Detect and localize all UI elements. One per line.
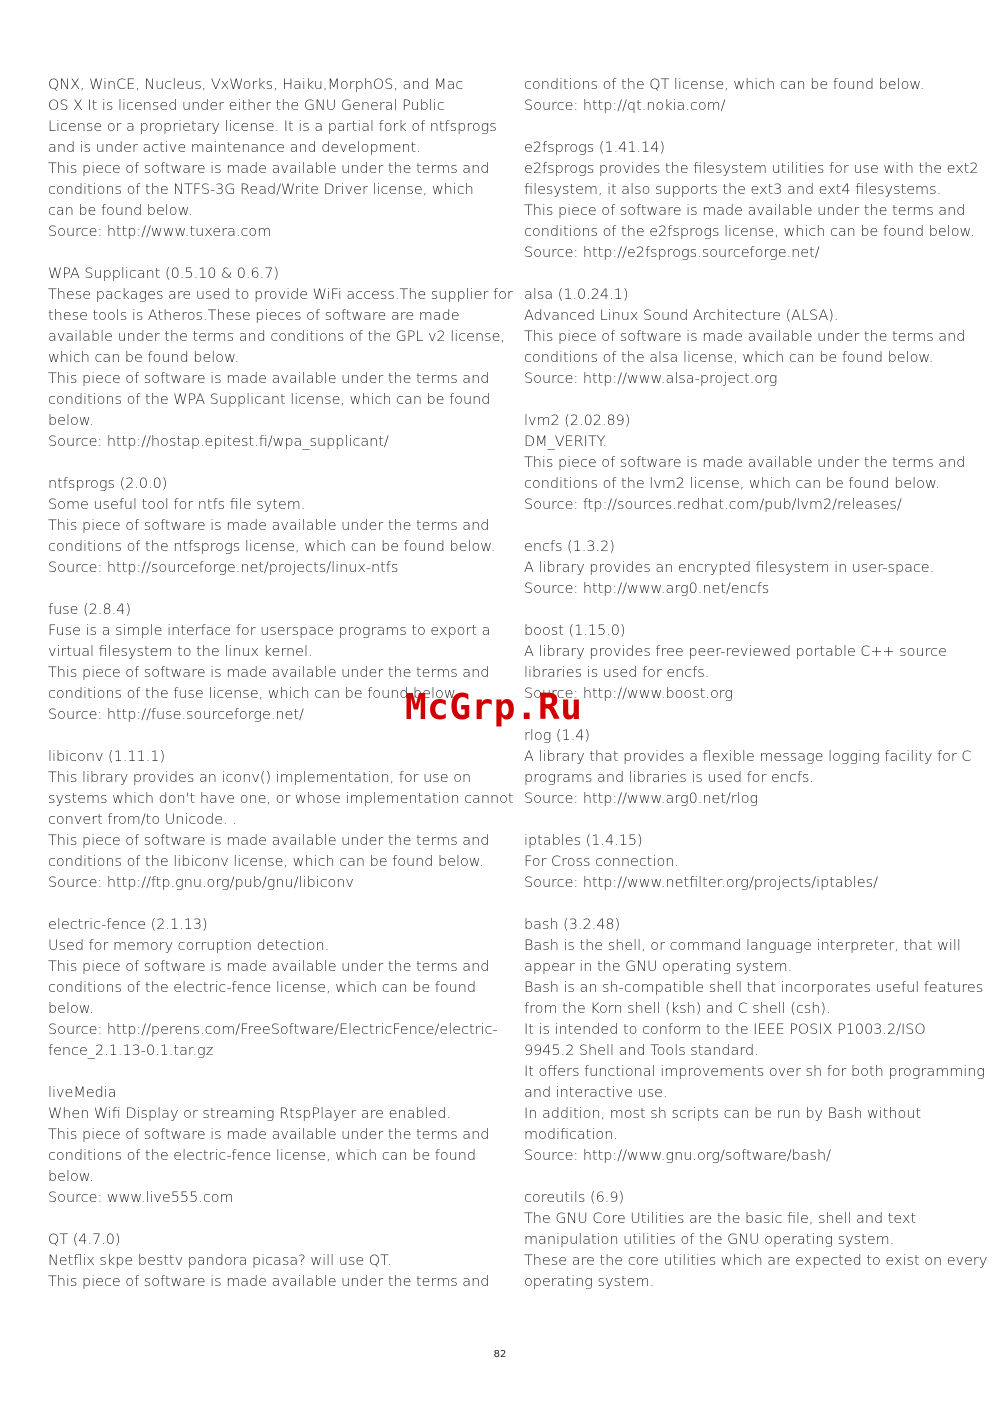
entry-line: conditions of the lvm2 license, which can be found below.: [524, 476, 941, 492]
entry-line: which can be found below.: [48, 350, 240, 366]
entry-line: conditions of the NTFS-3G Read/Write Driver license, which: [48, 182, 474, 198]
entry-line: Source: ftp://sources.redhat.com/pub/lvm2/releases/: [524, 497, 902, 513]
entry-line: Source: http://perens.com/FreeSoftware/ElectricFence/electric-: [48, 1022, 498, 1038]
entry-line: can be found below.: [48, 203, 193, 219]
entry-line: OS X It is licensed under either the GNU General Public: [48, 98, 445, 114]
entry-line: Used for memory corruption detection.: [48, 938, 330, 954]
entry-line: Netflix skpe besttv pandora picasa? will use QT.: [48, 1253, 392, 1269]
entry-line: This library provides an iconv() implementation, for use on: [48, 770, 472, 786]
entry-line-first: boost (1.15.0): [524, 623, 626, 639]
entry-line-first: rlog (1.4): [524, 728, 591, 744]
entry-line: This piece of software is made available under the terms and: [48, 665, 490, 681]
entry-line: 9945.2 Shell and Tools standard.: [524, 1043, 759, 1059]
entry-line-first: alsa (1.0.24.1): [524, 287, 629, 303]
entry-line: Source: http://e2fsprogs.sourceforge.net/: [524, 245, 820, 261]
entry-line: fence_2.1.13-0.1.tar.gz: [48, 1043, 214, 1059]
entry-line-first: conditions of the QT license, which can be found below.: [524, 77, 925, 93]
entry-line-first: encfs (1.3.2): [524, 539, 615, 555]
entry-line: Source: http://www.boost.org: [524, 686, 734, 702]
license-entry: [48, 1083, 488, 1209]
entry-line: This piece of software is made available under the terms and: [48, 1274, 490, 1290]
entry-line-first: libiconv (1.11.1): [48, 749, 166, 765]
entry-line-first: coreutils (6.9): [524, 1190, 625, 1206]
entry-line: conditions of the ntfsprogs license, which can be found below.: [48, 539, 496, 555]
entry-line: A library that provides a flexible message logging facility for C: [524, 749, 972, 765]
entry-line: appear in the GNU operating system.: [524, 959, 793, 975]
entry-line: convert from/to Unicode. .: [48, 812, 237, 828]
entry-line-first: e2fsprogs (1.41.14): [524, 140, 665, 156]
entry-line-first: iptables (1.4.15): [524, 833, 643, 849]
entry-line: Source: http://fuse.sourceforge.net/: [48, 707, 304, 723]
entry-line: Source: http://www.tuxera.com: [48, 224, 272, 240]
entry-line: This piece of software is made available under the terms and: [48, 833, 490, 849]
entry-line-first: bash (3.2.48): [524, 917, 621, 933]
license-entry: [48, 75, 497, 243]
entry-line: When Wifi Display or streaming RtspPlayer are enabled.: [48, 1106, 452, 1122]
entry-line: Source: http://ftp.gnu.org/pub/gnu/libiconv: [48, 875, 354, 891]
entry-line-first: electric-fence (2.1.13): [48, 917, 208, 933]
entry-line: License or a proprietary license. It is a partial fork of ntfsprogs: [48, 119, 497, 135]
entry-line: below.: [48, 1169, 94, 1185]
license-entry: [524, 726, 972, 810]
entry-line: Source: www.live555.com: [48, 1190, 234, 1206]
entry-line: e2fsprogs provides the filesystem utilities for use with the ext2: [524, 161, 979, 177]
license-entry: [524, 537, 964, 600]
entry-line: and interactive use.: [524, 1085, 668, 1101]
entry-line: For Cross connection.: [524, 854, 679, 870]
entry-line: conditions of the fuse license, which can be found below.: [48, 686, 459, 702]
entry-line: This piece of software is made available under the terms and: [524, 329, 966, 345]
entry-line-first: WPA Supplicant (0.5.10 & 0.6.7): [48, 266, 279, 282]
license-entry: [48, 474, 496, 579]
entry-line: from the Korn shell (ksh) and C shell (csh).: [524, 1001, 831, 1017]
right-column: [524, 75, 988, 1314]
entry-line: filesystem, it also supports the ext3 and ext4 filesystems.: [524, 182, 942, 198]
entry-line: libraries is used for encfs.: [524, 665, 710, 681]
entry-line: Source: http://www.netfilter.org/projects/iptables/: [524, 875, 879, 891]
entry-line: A library provides free peer-reviewed portable C++ source: [524, 644, 947, 660]
entry-line: Bash is an sh-compatible shell that incorporates useful features: [524, 980, 984, 996]
entry-line: these tools is Atheros.These pieces of software are made: [48, 308, 460, 324]
entry-line: available under the terms and conditions of the GPL v2 license,: [48, 329, 506, 345]
entry-line-first: liveMedia: [48, 1085, 117, 1101]
entry-line: Source: http://sourceforge.net/projects/linux-ntfs: [48, 560, 399, 576]
entry-line: Source: http://www.alsa-project.org: [524, 371, 778, 387]
license-entry: [48, 264, 513, 453]
entry-line: below.: [48, 1001, 94, 1017]
entry-line: modification.: [524, 1127, 618, 1143]
entry-line: This piece of software is made available under the terms and: [48, 161, 490, 177]
entry-line: conditions of the WPA Supplicant license, which can be found: [48, 392, 491, 408]
entry-line: Source: http://qt.nokia.com/: [524, 98, 726, 114]
entry-line: Some useful tool for ntfs file sytem.: [48, 497, 306, 513]
entry-line: Source: http://www.gnu.org/software/bash/: [524, 1148, 831, 1164]
entry-line: DM_VERITY.: [524, 434, 608, 450]
entry-line: This piece of software is made available under the terms and: [48, 371, 490, 387]
entry-line: conditions of the electric-fence license, which can be found: [48, 1148, 477, 1164]
license-entry: [524, 411, 964, 516]
entry-line: manipulation utilities of the GNU operating system.: [524, 1232, 895, 1248]
entry-line: In addition, most sh scripts can be run by Bash without: [524, 1106, 922, 1122]
entry-line: operating system.: [524, 1274, 655, 1290]
license-entry: [524, 831, 964, 894]
entry-line: systems which don't have one, or whose implementation cannot: [48, 791, 514, 807]
entry-line: conditions of the electric-fence license, which can be found: [48, 980, 477, 996]
license-entry: [524, 1188, 988, 1293]
entry-line: This piece of software is made available under the terms and: [48, 1127, 490, 1143]
entry-line: Source: http://hostap.epitest.fi/wpa_supplicant/: [48, 434, 389, 450]
entry-line: These packages are used to provide WiFi access.The supplier for: [48, 287, 513, 303]
entry-line: below.: [48, 413, 94, 429]
entry-line: and is under active maintenance and development.: [48, 140, 421, 156]
watermark: McGrp.Ru: [405, 687, 583, 728]
entry-line: It offers functional improvements over sh for both programming: [524, 1064, 986, 1080]
entry-line: conditions of the libiconv license, which can be found below.: [48, 854, 484, 870]
license-entry: [48, 915, 498, 1062]
entry-line: The GNU Core Utilities are the basic file, shell and text: [524, 1211, 917, 1227]
entry-line-first: fuse (2.8.4): [48, 602, 131, 618]
license-entry: [524, 138, 979, 264]
entry-line: Source: http://www.arg0.net/encfs: [524, 581, 770, 597]
entry-line: A library provides an encrypted filesystem in user-space.: [524, 560, 935, 576]
entry-line-first: ntfsprogs (2.0.0): [48, 476, 168, 492]
license-entry: [524, 915, 986, 1167]
entry-line: This piece of software is made available under the terms and: [524, 203, 966, 219]
page-number: 82: [493, 1349, 507, 1360]
entry-line-first: lvm2 (2.02.89): [524, 413, 631, 429]
entry-line: These are the core utilities which are expected to exist on every: [524, 1253, 988, 1269]
entry-line: Bash is the shell, or command language interpreter, that will: [524, 938, 961, 954]
entry-line: conditions of the e2fsprogs license, which can be found below.: [524, 224, 975, 240]
entry-line: It is intended to conform to the IEEE POSIX P1003.2/ISO: [524, 1022, 926, 1038]
entry-line: This piece of software is made available under the terms and: [48, 959, 490, 975]
entry-line: conditions of the alsa license, which can be found below.: [524, 350, 934, 366]
license-entry: [48, 1230, 488, 1293]
license-entry: [524, 75, 964, 117]
entry-line: Source: http://www.arg0.net/rlog: [524, 791, 759, 807]
entry-line: Fuse is a simple interface for userspace programs to export a: [48, 623, 491, 639]
license-entry: [524, 621, 964, 705]
license-entry: [48, 747, 514, 894]
entry-line: Advanced Linux Sound Architecture (ALSA).: [524, 308, 839, 324]
entry-line: This piece of software is made available under the terms and: [524, 455, 966, 471]
entry-line: programs and libraries is used for encfs.: [524, 770, 814, 786]
entry-line-first: QT (4.7.0): [48, 1232, 121, 1248]
entry-line: virtual filesystem to the linux kernel.: [48, 644, 313, 660]
entry-line-first: QNX, WinCE, Nucleus, VxWorks, Haiku,MorphOS, and Mac: [48, 77, 464, 93]
license-entry: [524, 285, 964, 390]
entry-line: This piece of software is made available under the terms and: [48, 518, 490, 534]
